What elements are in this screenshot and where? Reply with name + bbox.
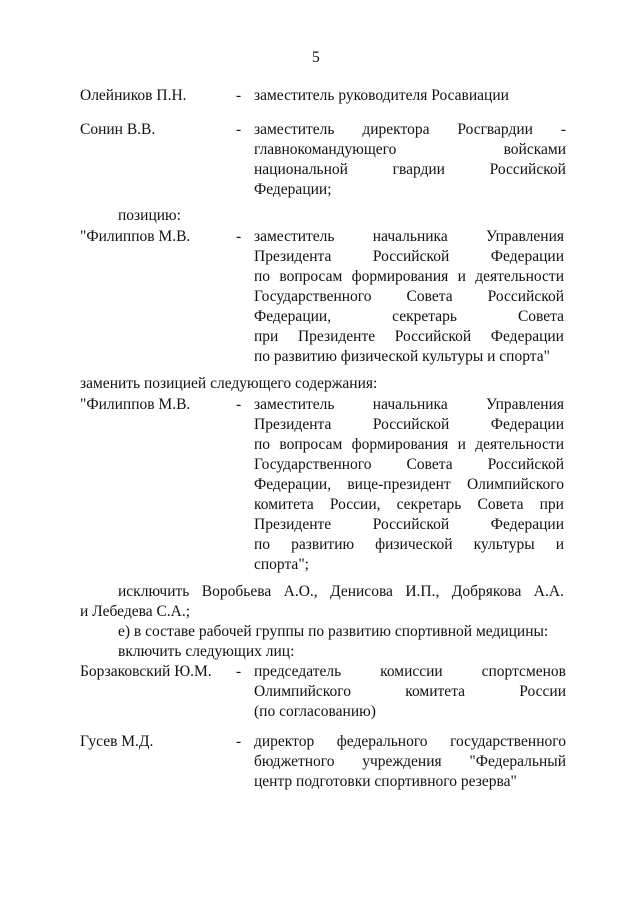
person-name: Олейников П.Н. [80, 87, 187, 104]
dash: - [236, 121, 242, 138]
dash: - [236, 228, 242, 245]
dash: - [236, 733, 242, 750]
position-line: Государственного Совета Российской [254, 456, 564, 473]
position-line: центр подготовки спортивного резерва" [254, 773, 517, 790]
position-line: национальной гвардии Российской [254, 161, 566, 178]
dash: - [236, 396, 242, 413]
intro-text: заменить позицией следующего содержания: [80, 375, 378, 392]
position-line: заместитель директора Росгвардии - [254, 121, 566, 138]
position-line: Государственного Совета Российской [254, 288, 564, 305]
position-line: Президента Российской Федерации [254, 416, 564, 433]
dash: - [236, 663, 242, 680]
position-line: главнокомандующего войсками [254, 141, 566, 158]
person-name: Гусев М.Д. [80, 733, 154, 750]
position-line: заместитель начальника Управления [254, 228, 564, 245]
position-line: Президента Российской Федерации [254, 248, 564, 265]
position-line: заместитель руководителя Росавиации [254, 87, 509, 104]
item-e-paragraph: е) в составе рабочей группы по развитию спортивной медицины: [118, 623, 549, 640]
position-line: заместитель начальника Управления [254, 396, 564, 413]
position-line: по развитию физической культуры и спорта" [254, 348, 550, 365]
position-line: бюджетного учреждения "Федеральный [254, 753, 566, 770]
position-line: комитета России, секретарь Совета при [254, 496, 564, 513]
position-line: по вопросам формирования и деятельности [254, 268, 564, 285]
position-line: Президенте Российской Федерации [254, 516, 564, 533]
person-name: "Филиппов М.В. [80, 396, 191, 413]
position-line: Федерации, секретарь Совета [254, 308, 564, 325]
position-line: Федерации, вице-президент Олимпийского [254, 476, 564, 493]
page-number: 5 [312, 49, 320, 66]
position-line: спорта"; [254, 556, 309, 573]
include-paragraph: включить следующих лиц: [118, 643, 295, 660]
position-line: директор федерального государственного [254, 733, 566, 750]
position-line: Федерации; [254, 181, 332, 198]
person-name: Сонин В.В. [80, 121, 156, 138]
position-line: (по согласованию) [254, 703, 376, 720]
intro-text: позицию: [118, 207, 181, 224]
exclude-paragraph-line: и Лебедева С.А.; [80, 603, 191, 620]
position-line: председатель комиссии спортсменов [254, 663, 566, 680]
position-line: Олимпийского комитета России [254, 683, 566, 700]
exclude-paragraph-line: исключить Воробьева А.О., Денисова И.П., Добрякова А.А. [118, 583, 564, 600]
position-line: при Президенте Российской Федерации [254, 328, 564, 345]
person-name: Борзаковский Ю.М. [80, 663, 212, 680]
dash: - [236, 87, 242, 104]
position-line: по вопросам формирования и деятельности [254, 436, 564, 453]
position-line: по развитию физической культуры и [254, 536, 564, 553]
person-name: "Филиппов М.В. [80, 228, 191, 245]
